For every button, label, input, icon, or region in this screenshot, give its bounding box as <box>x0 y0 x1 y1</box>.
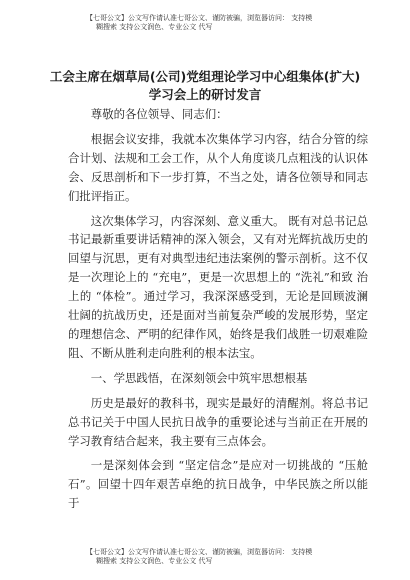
footer-line-1: 【七哥公文】公文写作请认准七哥公文、谨防被骗，浏览器访问： 支持模 <box>86 548 313 556</box>
page-header <box>86 14 376 32</box>
paragraph-2: 这次集体学习，内容深刻、意义重大。 既有对总书记总书记最新重要讲话精神的深入领会，又有对光辉抗战历史的 回望与沉思，更有对典型违纪违法案例的警示剖析。这不仅 是一次理论上的 “充电”，更是一次思想上的 “洗礼”和致 治上的 “体检”。通过学习，我深深感受到，无论是回顾波澜 壮阔的抗战历史，还是面对当前复杂严峻的发展形势，坚定 的理想信念、严明的纪律作风，始终是我们战胜一切艰难险 阻、不断从胜利走向胜利的根本法宝。 <box>68 213 368 360</box>
header-line-1: 【七哥公文】公文写作请认准七哥公文、谨防被骗，浏览器访问： 支持模 <box>86 14 313 22</box>
paragraph-4: 一是深刻体会到 “坚定信念”是应对一切挑战的 “压舱 石”。回望十四年艰苦卓绝的抗日战争，中华民族之所以能于 <box>68 458 368 511</box>
title-line-1: 工会主席在烟草局(公司)党组理论学习中心组集体(扩大) <box>49 69 361 84</box>
paragraph-3: 历史是最好的教科书，现实是最好的清醒剂。将总书记总书记关于中国人民抗日战争的重要论述与当前正在开展的学习教育结合起来，我主要有三点体会。 <box>68 395 368 448</box>
paragraph-1: 根据会议安排，我就本次集体学习内容，结合分管的综合计划、法规和工会工作，从个人角度谈几点粗浅的认识体会、反思剖析和下一步打算，不当之处，请各位领导和同志们批评指正。 <box>68 131 368 203</box>
section-1-heading: 一、学思践悟，在深刻领会中筑牢思想根基 <box>90 370 308 385</box>
document-body <box>68 105 368 519</box>
title-line-2: 学习会上的研讨发言 <box>148 87 262 102</box>
footer-line-2: 糊搜索 支持公文润色、专业公文 代写 <box>96 557 213 565</box>
greeting: 尊敬的各位领导、同志们： <box>90 107 228 121</box>
header-line-2: 糊搜索 支持公文润色、专业公文 代写 <box>96 23 213 31</box>
document-title <box>40 68 370 104</box>
page-footer <box>86 548 376 566</box>
